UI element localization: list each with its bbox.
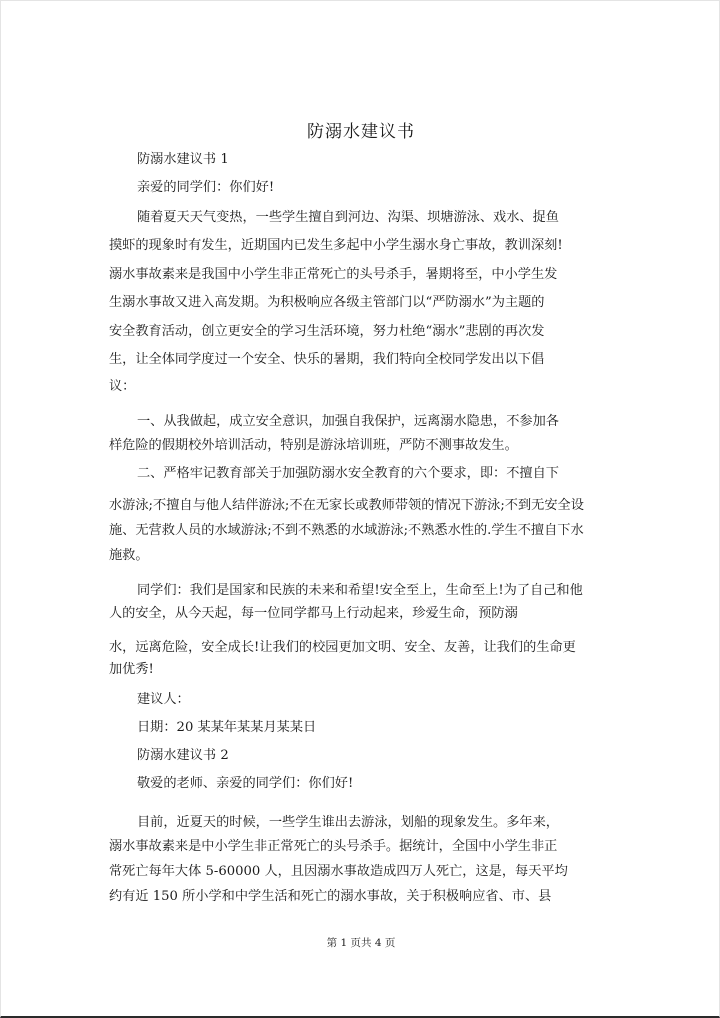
document-title: 防溺水建议书 <box>307 122 415 142</box>
text-line: 人的安全，从今天起，每一位同学都马上行动起来，珍爱生命，预防溺 <box>109 606 518 621</box>
text-line: 亲爱的同学们：你们好! <box>137 180 275 195</box>
text-line: 约有近 150 所小学和中学生活和死亡的溺水事故，关于积极响应省、市、县 <box>109 889 552 904</box>
text-line: 水，远离危险，安全成长!让我们的校园更加文明、安全、友善，让我们的生命更 <box>109 640 576 655</box>
text-line: 敬爱的老师、亲爱的同学们：你们好! <box>137 776 354 791</box>
text-line: 一、从我做起，成立安全意识，加强自我保护，远离溺水隐患，不参加各 <box>137 414 559 429</box>
text-line: 建议人： <box>137 692 190 707</box>
text-line: 样危险的假期校外培训活动，特别是游泳培训班，严防不测事故发生。 <box>109 438 518 453</box>
text-line: 安全教育活动，创立更安全的学习生活环境，努力杜绝“溺水”悲剧的再次发 <box>109 324 545 339</box>
text-line: 二、严格牢记教育部关于加强防溺水安全教育的六个要求，即：不擅自下 <box>137 466 559 481</box>
text-line: 目前，近夏天的时候，一些学生谁出去游泳，划船的现象发生。多年来， <box>137 815 559 830</box>
text-line: 施救。 <box>109 548 149 563</box>
text-line: 同学们：我们是国家和民族的未来和希望!安全至上，生命至上!为了自己和他 <box>137 583 583 598</box>
text-line: 随着夏天天气变热，一些学生擅自到河边、沟渠、坝塘游泳、戏水、捉鱼 <box>137 210 559 225</box>
text-line: 加优秀! <box>109 662 154 677</box>
text-line: 溺水事故素来是中小学生非正常死亡的头号杀手。据统计，全国中小学生非正 <box>109 839 558 854</box>
text-line: 生溺水事故又进入高发期。为积极响应各级主管部门以“严防溺水”为主题的 <box>109 295 545 310</box>
text-line: 日期：20 某某年某某月某某日 <box>137 720 317 735</box>
text-line: 议： <box>109 379 136 394</box>
text-line: 施、无营救人员的水域游泳;不到不熟悉的水域游泳;不熟悉水性的.学生不擅自下水 <box>109 523 584 538</box>
text-line: 水游泳;不擅自与他人结伴游泳;不在无家长或教师带领的情况下游泳;不到无安全设 <box>109 498 584 513</box>
text-line: 防溺水建议书 1 <box>137 152 229 167</box>
text-line: 摸虾的现象时有发生，近期国内已发生多起中小学生溺水身亡事故，教训深刻! <box>109 238 563 253</box>
text-line: 生，让全体同学度过一个安全、快乐的暑期，我们特向全校同学发出以下倡 <box>109 352 545 367</box>
text-line: 防溺水建议书 2 <box>137 748 229 763</box>
text-line: 常死亡每年大体 5-60000 人，且因溺水事故造成四万人死亡，这是，每天平均 <box>109 864 568 879</box>
text-line: 溺水事故素来是我国中小学生非正常死亡的头号杀手，暑期将至，中小学生发 <box>109 267 558 282</box>
page-number: 第 1 页共 4 页 <box>326 937 396 949</box>
